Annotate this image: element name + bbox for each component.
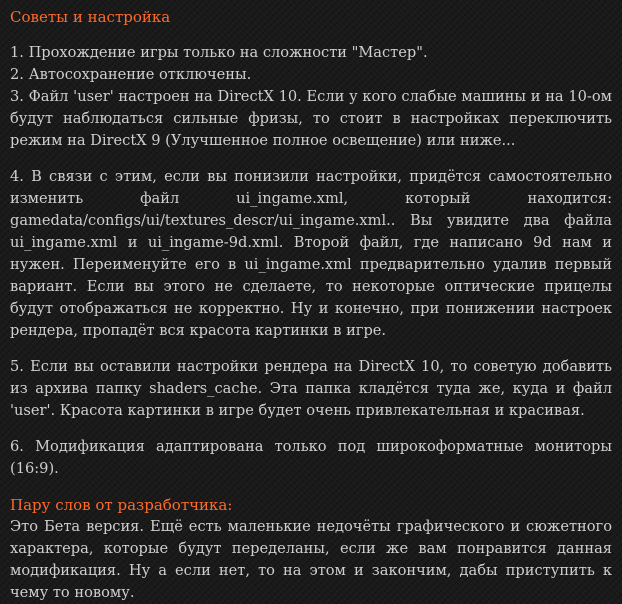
tip-item-1: 1. Прохождение игры только на сложности "Мастер". <box>10 44 428 61</box>
tips-intro-list <box>10 42 612 152</box>
tip-item-6: 6. Модификация адаптирована только под широкоформатные мониторы (16:9). <box>10 438 612 477</box>
developer-text: Это Бета версия. Ещё есть маленькие недочёты графического и сюжетного характера, которые будут переделаны, если же вам понравится данная модификация. Ну а если нет, то на этом и закончим, дабы приступить к чему то новому. <box>10 518 612 601</box>
tip-item-4: 4. В связи с этим, если вы понизили настройки, придётся самостоятельно изменить файл ui_ingame.xml, который находится: gamedata/configs/ui/textures_descr/ui_ingame.xml.. Вы увидите два файла ui_ingame.xml и ui_ingame-9d.xml. Второй файл, где написано 9d нам и нужен. Переименуйте его в ui_ingame.xml предварительно удалив первый вариант. Если вы этого не сделаете, то некоторые оптические прицелы будут отображаться не корректно. Ну и конечно, при понижении настроек рендера, пропадёт вся красота картинки в игре. <box>10 168 612 339</box>
tips-heading: Советы и настройка <box>10 8 171 26</box>
developer-heading: Пару слов от разработчика: <box>10 496 233 514</box>
developer-note <box>10 494 612 604</box>
tip-item-3: 3. Файл 'user' настроен на DirectX 10. Если у кого слабые машины и на 10-ом будут наблюдаться сильные фризы, то стоит в настройках переключить режим на DirectX 9 (Улучшенное полное освещение) или ниже... <box>10 88 612 149</box>
tip-item-5: 5. Если вы оставили настройки рендера на DirectX 10, то советую добавить из архива папку shaders_cache. Эта папка кладётся туда же, куда и файл 'user'. Красота картинки в игре будет очень привлекательная и красивая. <box>10 358 612 419</box>
tip-item-2: 2. Автосохранение отключены. <box>10 66 252 83</box>
